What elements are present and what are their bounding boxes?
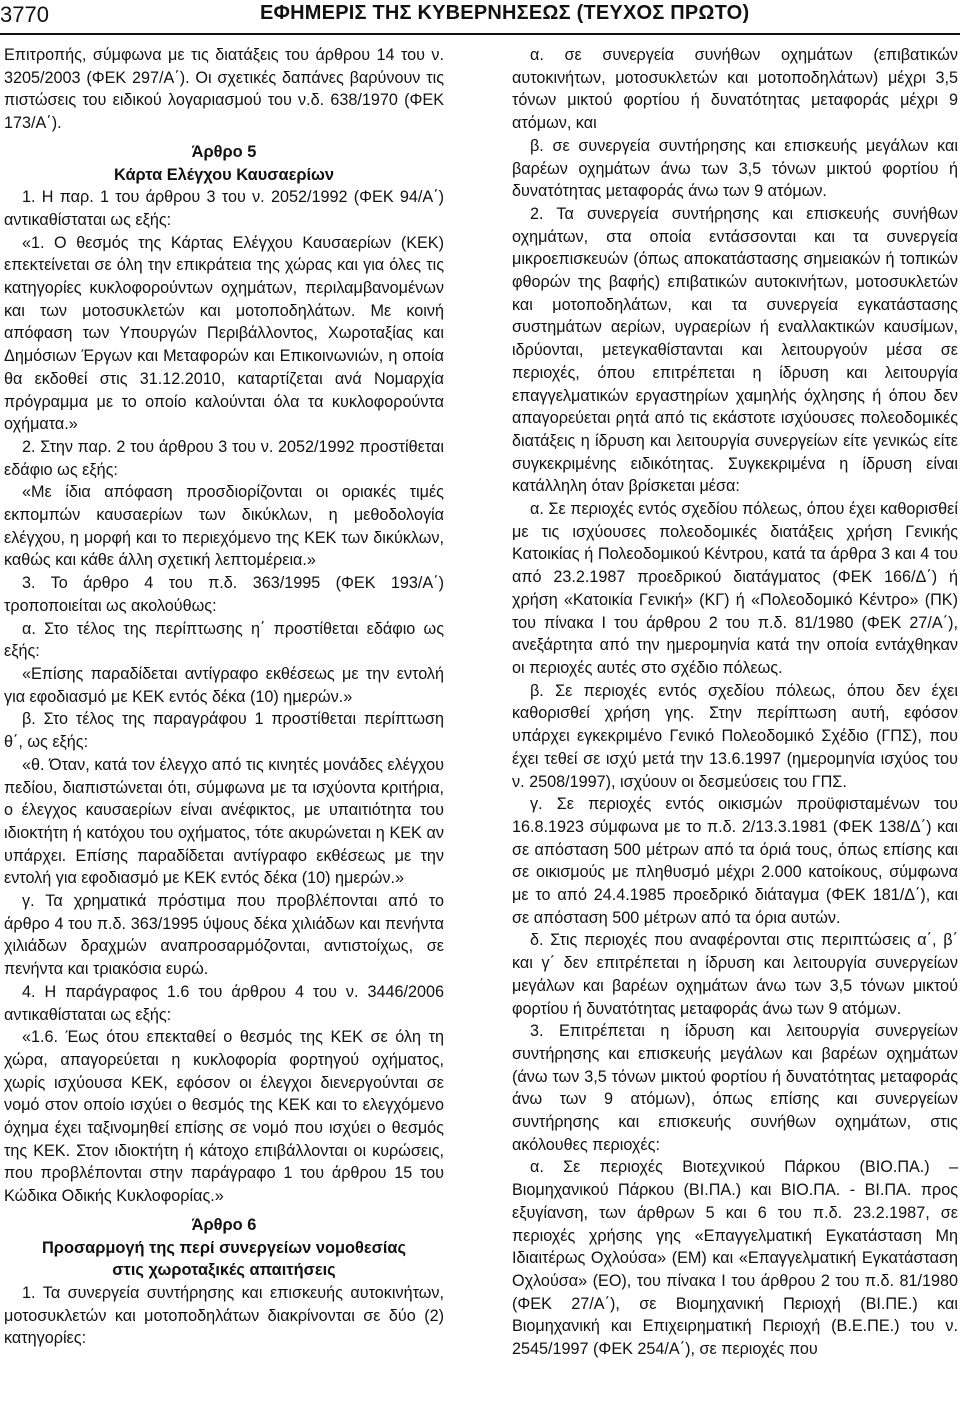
page-header [0,0,960,34]
paragraph: γ. Τα χρηματικά πρόστιμα που προβλέπονται από το άρθρο 4 του π.δ. 363/1995 ύψους δέκα χιλιάδων και πενήντα χιλιάδων δραχμών αναπροσαρμόζονται, αντιστοίχως, σε πενήντα και τριακόσια ευρώ. [4,892,444,979]
paragraph: «θ. Όταν, κατά τον έλεγχο από τις κινητές μονάδες ελέγχου πεδίου, διαπιστώνεται ότι, σύμφωνα με τα ισχύοντα κριτήρια, ο έλεγχος καυσαερίων είναι ανέφικτος, με υπαιτιότητα του ιδιοκτήτη ή κατόχου του οχήματος, τότε ακυρώνεται η ΚΕΚ αν υπάρχει. Επίσης παραδίδεται αντίγραφο εκθέσεως με την εντολή για εφοδιασμό με ΚΕΚ εντός δέκα (10) ημερών.» [4,755,444,888]
paragraph: 1. Τα συνεργεία συντήρησης και επισκευής αυτοκινήτων, μοτοσυκλετών και μοτοποδηλάτων διακρίνονται σε δύο (2) κατηγορίες: [4,1283,444,1348]
paragraph: 3. Το άρθρο 4 του π.δ. 363/1995 (ΦΕΚ 193/Α΄) τροποποιείται ως ακολούθως: [4,574,444,615]
paragraph: «Επίσης παραδίδεται αντίγραφο εκθέσεως με την εντολή για εφοδιασμό με ΚΕΚ εντός δέκα (10) ημερών.» [4,664,444,706]
left-column [4,44,444,1350]
paragraph: Επιτροπής, σύμφωνα με τις διατάξεις του άρθρου 14 του ν. 3205/2003 (ΦΕΚ 297/Α΄). Οι σχετικές δαπάνες βαρύνουν τις πιστώσεις του ειδικού λογαριασμού του ν.δ. 638/1970 (ΦΕΚ 173/Α΄). [4,46,444,133]
article-5-subtitle: Κάρτα Ελέγχου Καυσαερίων [113,165,335,184]
paragraph: α. σε συνεργεία συνήθων οχημάτων (επιβατικών αυτοκινήτων, μοτοσυκλετών και μοτοποδηλάτων) μέχρι 3,5 τόνων μικτού φορτίου ή δυνατότητας μεταφοράς μέχρι 9 ατόμων, και [512,46,958,133]
paragraph: β. Σε περιοχές εντός σχεδίου πόλεως, όπου δεν έχει καθορισθεί χρήση γης. Στην περίπτωση αυτή, εφόσον υπάρχει εγκεκριμένο Γενικό Πολεοδομικό Σχέδιο (ΓΠΣ), που έχει τεθεί σε ισχύ μετά την 13.6.1997 (ημερομηνία ισχύος του ν. 2508/1997), ισχύουν οι δεσμεύσεις του ΓΠΣ. [512,681,958,791]
paragraph: 3. Επιτρέπεται η ίδρυση και λειτουργία συνεργείων συντήρησης και επισκευής μεγάλων και βαρέων οχημάτων (άνω των 3,5 τόνων μικτού φορτίου ή δυνατότητας μεταφοράς άνω των 9 ατόμων), όπως επίσης και συνεργείων συντήρησης και επισκευής συνήθων οχημάτων, στις ακόλουθες περιοχές: [512,1022,958,1154]
article-6-subtitle-line-1: Προσαρμογή της περί συνεργείων νομοθεσίας [41,1238,407,1257]
right-column [512,44,958,1361]
paragraph: 1. Η παρ. 1 του άρθρου 3 του ν. 2052/1992 (ΦΕΚ 94/Α΄) αντικαθίσταται ως εξής: [4,188,444,229]
paragraph: α. Στο τέλος της περίπτωσης η΄ προστίθεται εδάφιο ως εξής: [4,619,444,661]
paragraph: 2. Στην παρ. 2 του άρθρου 3 του ν. 2052/1992 προστίθεται εδάφιο ως εξής: [4,437,444,479]
paragraph: α. Σε περιοχές Βιοτεχνικού Πάρκου (ΒΙΟ.ΠΑ.) – Βιομηχανικού Πάρκου (ΒΙ.ΠΑ.) και ΒΙΟ.ΠΑ. - ΒΙ.ΠΑ. προς εξυγίανση, των άρθρων 5 και 6 του π.δ. 23.2.1987, σε περιοχές χρήσης γης «Επαγγελματική Εγκατάσταση Μη Ιδιαιτέρως Οχλούσα» (ΕΜ) και «Επαγγελματική Εγκατάσταση Οχλούσα» (ΕΟ), του πίνακα Ι του άρθρου 2 του π.δ. 81/1980 (ΦΕΚ 27/Α΄), σε Βιομηχανική Περιοχή (ΒΙ.ΠΕ.) και Βιομηχανική και Επιχειρηματική Περιοχή (Β.Ε.ΠΕ.) του ν. 2545/1997 (ΦΕΚ 254/Α΄), σε περιοχές που [512,1158,958,1359]
paragraph: β. Στο τέλος της παραγράφου 1 προστίθεται περίπτωση θ΄, ως εξής: [4,710,444,752]
paragraph: α. Σε περιοχές εντός σχεδίου πόλεως, όπου έχει καθορισθεί με τις ισχύουσες πολεοδομικές διατάξεις χρήση Γενικής Κατοικίας ή Πολεοδομικού Κέντρου, κατά τα άρθρα 3 και 4 του από 23.2.1987 προεδρικού διατάγματος (ΦΕΚ 166/Δ΄) ή χρήση «Κατοικία Γενική» (ΚΓ) ή «Πολεοδομικό Κέντρο» (ΠΚ) του πίνακα Ι του άρθρου 2 του π.δ. 81/1980 (ΦΕΚ 27/Α΄), ανεξάρτητα από την ημερομηνία κατά την οποία εντάχθηκαν οι περιοχές αυτές στο σχέδιο πόλεως. [512,500,958,677]
article-6-title: Άρθρο 6 [191,1215,257,1234]
paragraph: 2. Τα συνεργεία συντήρησης και επισκευής συνήθων οχημάτων, στα οποία εντάσσονται και τα συνεργεία μικροεπισκευών (όπως αποκατάστασης σημειακών ή τοπικών φθορών της βαφής) επιβατικών αυτοκινήτων, μοτοσυκλετών και μοτοποδηλάτων, και τα συνεργεία εγκατάστασης συστημάτων αερίων, υγραερίων ή εναλλακτικών καυσίμων, ιδρύονται, μετεγκαθίστανται και λειτουργούν μέσα σε περιοχές, όπου επιτρέπεται η ίδρυση και λειτουργία επαγγελματικών εργαστηρίων χαμηλής όχλησης ή όπου δεν απαγορεύεται ρητά από τις εκάστοτε ισχύουσες πολεοδομικές διατάξεις η ίδρυση και λειτουργία συνεργείων είτε γενικώς είτε συγκεκριμένης ειδικότητας. Συγκεκριμένα η ίδρυση είναι κατάλληλη όταν βρίσκεται μέσα: [512,204,958,496]
paragraph: β. σε συνεργεία συντήρησης και επισκευής μεγάλων και βαρέων οχημάτων άνω των 3,5 τόνων μικτού φορτίου ή δυνατότητας μεταφοράς άνω των 9 ατόμων. [512,136,958,201]
paragraph: «1. Ο θεσμός της Κάρτας Ελέγχου Καυσαερίων (ΚΕΚ) επεκτείνεται σε όλη την επικράτεια της χώρας και για όλες τις κατηγορίες κυκλοφορούντων οχημάτων, περιλαμβανομένων και των μοτοσυκλετών και μοτοποδηλάτων. Με κοινή απόφαση των Υπουργών Περιβάλλοντος, Χωροταξίας και Δημόσιων Έργων και Μεταφορών και Επικοινωνιών, η οποία θα εκδοθεί στις 31.12.2010, καταρτίζεται ανά Νομαρχία πρόγραμμα με το οποίο καλούνται όλα τα κυκλοφορούντα οχήματα.» [4,233,444,434]
paragraph: 4. Η παράγραφος 1.6 του άρθρου 4 του ν. 3446/2006 αντικαθίσταται ως εξής: [4,982,444,1024]
paragraph: «Με ίδια απόφαση προσδιορίζονται οι οριακές τιμές εκπομπών καυσαερίων των δικύκλων, η μεθοδολογία ελέγχου, η μορφή και το περιεχόμενο της ΚΕΚ των δικύκλων, καθώς και κάθε άλλη σχετική λεπτομέρεια.» [4,483,444,570]
article-6-subtitle-line-2: στις χωροταξικές απαιτήσεις [112,1261,336,1280]
paragraph: γ. Σε περιοχές εντός οικισμών προϋφισταμένων του 16.8.1923 σύμφωνα με το π.δ. 2/13.3.1981 (ΦΕΚ 138/Δ΄) και σε απόσταση 500 μέτρων από τα όριά τους, όπως επίσης και σε οικισμούς με πληθυσμό μέχρι 2.000 κατοίκους, σύμφωνα με το από 24.4.1985 προεδρικό διάταγμα (ΦΕΚ 181/Δ΄), και σε απόσταση 500 μέτρων από τα όρια αυτών. [512,795,958,927]
journal-title: ΕΦΗΜΕΡΙΣ ΤΗΣ ΚΥΒΕΡΝΗΣΕΩΣ (ΤΕΥΧΟΣ ΠΡΩΤΟ) [260,2,750,24]
header-rule [0,33,960,35]
page-number: 3770 [0,2,49,27]
article-5-title: Άρθρο 5 [191,142,257,161]
paragraph: δ. Στις περιοχές που αναφέρονται στις περιπτώσεις α΄, β΄ και γ΄ δεν επιτρέπεται η ίδρυση και λειτουργία συνεργείων μεγάλων και βαρέων οχημάτων άνω των 3,5 τόνων μικτού φορτίου ή δυνατότητας μεταφοράς άνω των 9 ατόμων. [512,931,958,1018]
paragraph: «1.6. Έως ότου επεκταθεί ο θεσμός της ΚΕΚ σε όλη τη χώρα, απαγορεύεται η κυκλοφορία φορτηγού οχήματος, χωρίς ισχύουσα ΚΕΚ, εφόσον οι έλεγχοι διενεργούνται σε νομό στον οποίο ισχύει ο θεσμός της ΚΕΚ και το ελεγχόμενο όχημα έχει ταξινομηθεί επίσης σε νομό που ισχύει ο θεσμός της ΚΕΚ. Στον ιδιοκτήτη ή κάτοχο επιβάλλονται οι κυρώσεις, που προβλέπονται στην παράγραφο 1 του άρθρου 15 του Κώδικα Οδικής Κυκλοφορίας.» [4,1028,444,1206]
